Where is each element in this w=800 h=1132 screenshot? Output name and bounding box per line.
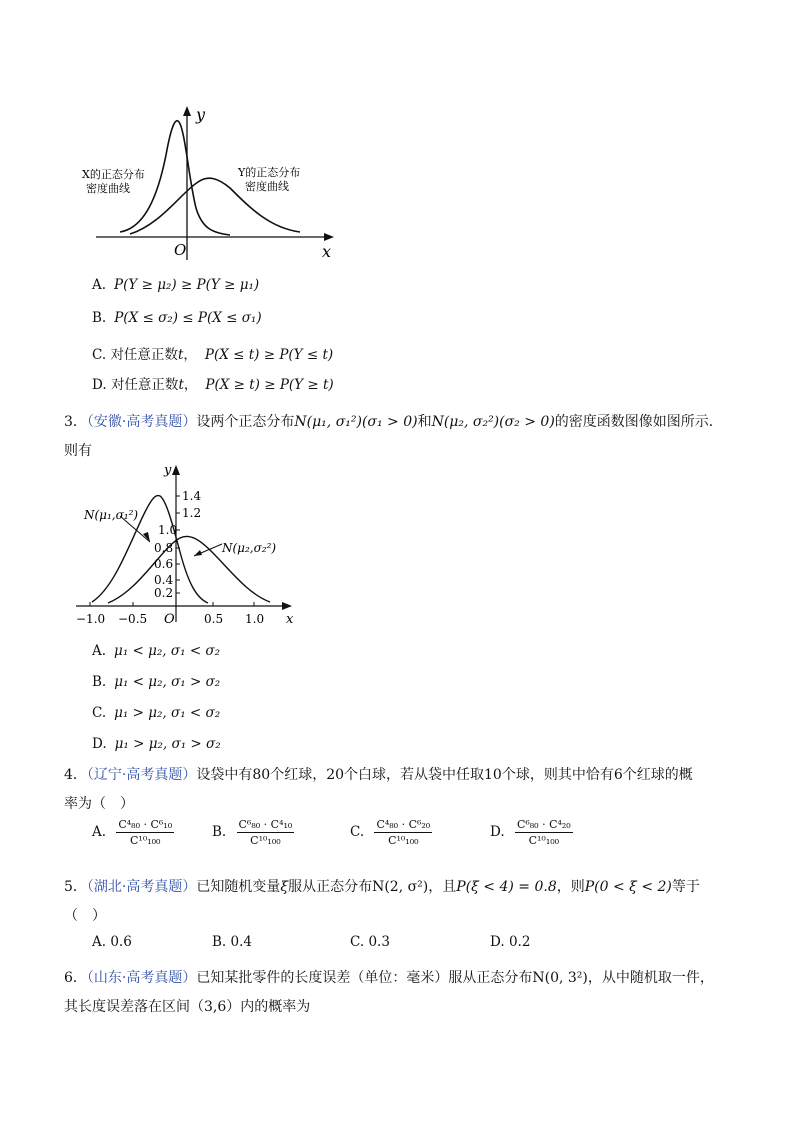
y-tick-1-4: 1.4 xyxy=(182,489,202,503)
q6-stem-line2: 其长度误差落在区间（3,6）内的概率为 xyxy=(64,999,311,1015)
q2-option-d[interactable]: D. 对任意正数t， P(X ≥ t) ≥ P(Y ≥ t) xyxy=(92,377,334,393)
q2-option-b[interactable]: B. P(X ≤ σ₂) ≤ P(X ≤ σ₁) xyxy=(92,310,262,326)
q6-source: （山东·高考真题） xyxy=(86,970,197,986)
y-tick-0-8: 0.8 xyxy=(154,541,174,555)
q3-source: （安徽·高考真题） xyxy=(86,414,197,430)
q5-stem: 5．（湖北·高考真题）已知随机变量ξ服从正态分布N(2, σ²)，且P(ξ < 4) = 0.8，则P(0 < ξ < 2)等于 xyxy=(64,879,700,895)
q3-option-a[interactable]: A. μ₁ < μ₂, σ₁ < σ₂ xyxy=(92,643,221,659)
q4-option-c[interactable]: C. $\frac{\text{C⁴₈₀ · C⁶₂₀}}{\text{C¹⁰₁₀₀}}$ xyxy=(350,818,431,847)
fig1-origin-label: O xyxy=(174,241,187,259)
q3-stem-line2: 则有 xyxy=(64,443,92,459)
y-tick-1-2: 1.2 xyxy=(182,506,202,520)
q5-option-b[interactable]: B. 0.4 xyxy=(212,934,252,950)
fig1-x-curve-label-2: 密度曲线 xyxy=(86,182,130,195)
fig2-curve1-label: N(μ₁,σ₁²) xyxy=(84,508,139,522)
fig1-y-curve-label-1: Y的正态分布 xyxy=(238,166,301,179)
y-tick-1-0: 1.0 xyxy=(158,523,178,537)
q3-option-c[interactable]: C. μ₁ > μ₂, σ₁ < σ₂ xyxy=(92,705,221,721)
q3-option-b[interactable]: B. μ₁ < μ₂, σ₁ > σ₂ xyxy=(92,674,221,690)
fig1-y-curve-label-2: 密度曲线 xyxy=(245,180,289,193)
q5-option-d[interactable]: D. 0.2 xyxy=(490,934,531,950)
figure-normal-curves-n1n2 xyxy=(70,462,300,630)
x-tick-0-5: 0.5 xyxy=(204,612,224,626)
q3-option-d[interactable]: D. μ₁ > μ₂, σ₁ > σ₂ xyxy=(92,736,221,752)
y-tick-0-6: 0.6 xyxy=(154,557,174,571)
fig2-x-label: x xyxy=(286,612,294,627)
q4-option-b[interactable]: B. $\frac{\text{C⁶₈₀ · C⁴₁₀}}{\text{C¹⁰₁₀₀}}$ xyxy=(212,818,293,847)
q4-option-d[interactable]: D. $\frac{\text{C⁶₈₀ · C⁴₂₀}}{\text{C¹⁰₁₀₀}}$ xyxy=(490,818,571,847)
fig1-y-label: y xyxy=(196,105,206,124)
fig2-origin-label: O xyxy=(164,612,175,627)
y-tick-0-4: 0.4 xyxy=(154,573,174,587)
x-tick-neg-1-0: −1.0 xyxy=(76,612,106,626)
q3-stem: 3．（安徽·高考真题）设两个正态分布N(μ₁, σ₁²)(σ₁ > 0)和N(μ₂, σ₂²)(σ₂ > 0)的密度函数图像如图所示． xyxy=(64,414,723,430)
q4-stem-line2: 率为（ ） xyxy=(64,796,134,812)
q2-option-c[interactable]: C. 对任意正数t， P(X ≤ t) ≥ P(Y ≤ t) xyxy=(92,347,334,363)
q4-option-a[interactable]: A. $\frac{\text{C⁴₈₀ · C⁶₁₀}}{\text{C¹⁰₁₀₀}}$ xyxy=(92,818,173,847)
q5-source: （湖北·高考真题） xyxy=(86,879,197,895)
fig1-x-label: x xyxy=(322,242,332,261)
x-tick-neg-0-5: −0.5 xyxy=(118,612,148,626)
q4-stem: 4．（辽宁·高考真题）设袋中有80个红球，20个白球，若从袋中任取10个球，则其中恰有6个红球的概 xyxy=(64,767,693,783)
fig2-y-label: y xyxy=(164,463,172,478)
q6-stem: 6．（山东·高考真题）已知某批零件的长度误差（单位：毫米）服从正态分布N(0, 3²)，从中随机取一件， xyxy=(64,970,714,986)
x-tick-1-0: 1.0 xyxy=(245,612,265,626)
fig1-x-curve-label-1: X的正态分布 xyxy=(82,168,145,181)
fig2-curve2-label: N(μ₂,σ₂²) xyxy=(222,541,277,555)
y-tick-0-2: 0.2 xyxy=(154,586,174,600)
q5-stem-line2: （ ） xyxy=(64,908,106,924)
q5-option-c[interactable]: C. 0.3 xyxy=(350,934,390,950)
q2-option-a[interactable]: A. P(Y ≥ μ₂) ≥ P(Y ≥ μ₁) xyxy=(92,277,260,293)
figure-normal-curves-xy xyxy=(82,100,350,265)
q4-source: （辽宁·高考真题） xyxy=(86,767,197,783)
q5-option-a[interactable]: A. 0.6 xyxy=(92,934,132,950)
